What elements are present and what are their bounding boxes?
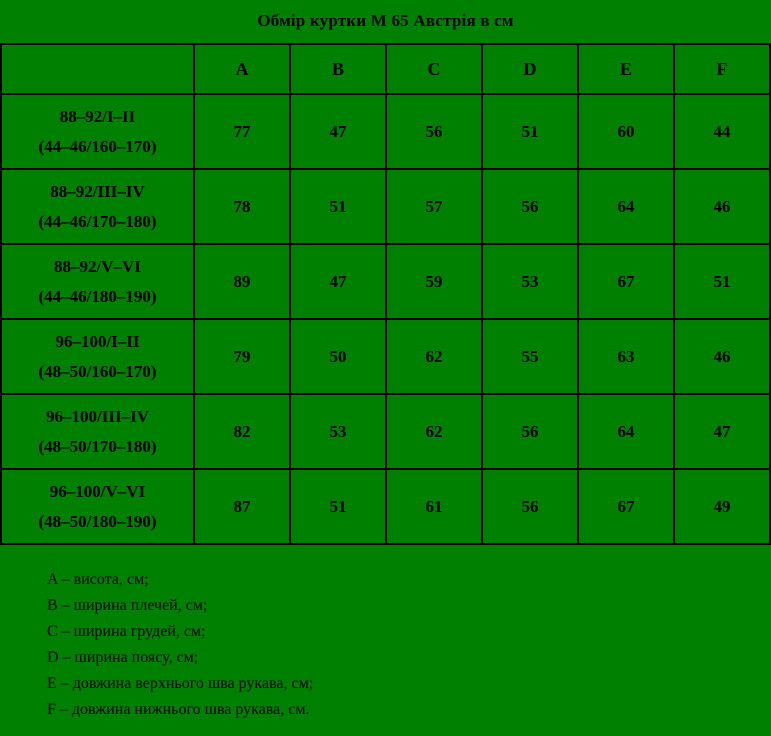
legend-item-e: E – довжина верхнього шва рукава, см; [47, 674, 314, 692]
row-size-label [1, 394, 194, 469]
table-row [1, 469, 770, 544]
row-size-label [1, 469, 194, 544]
cell-b: 51 [290, 169, 386, 244]
column-header-a: A [194, 44, 290, 94]
legend-item-a: A – висота, см; [47, 571, 149, 588]
column-header-size [1, 44, 194, 94]
cell-a: 87 [194, 469, 290, 544]
page-title: Обмір куртки М 65 Австрія в см [257, 11, 514, 30]
cell-a: 82 [194, 394, 290, 469]
size-line-secondary: (48–50/160–170) [38, 361, 157, 381]
legend-item-f: F – довжина нижнього шва рукава, см. [47, 700, 310, 718]
size-line-primary: 88–92/I–II [59, 106, 136, 126]
column-header-d: D [482, 44, 578, 94]
cell-d: 51 [482, 94, 578, 169]
cell-f: 49 [674, 469, 770, 544]
measurements-table [0, 43, 771, 545]
cell-f: 44 [674, 94, 770, 169]
cell-d: 56 [482, 469, 578, 544]
table-row [1, 169, 770, 244]
cell-b: 53 [290, 394, 386, 469]
cell-e: 60 [578, 94, 674, 169]
cell-f: 46 [674, 319, 770, 394]
cell-c: 57 [386, 169, 482, 244]
cell-f: 51 [674, 244, 770, 319]
cell-c: 59 [386, 244, 482, 319]
cell-e: 64 [578, 169, 674, 244]
cell-d: 56 [482, 169, 578, 244]
cell-d: 56 [482, 394, 578, 469]
cell-c: 62 [386, 394, 482, 469]
row-size-label [1, 94, 194, 169]
size-line-primary: 96–100/III–IV [46, 406, 149, 426]
size-line-secondary: (44–46/160–170) [38, 136, 157, 156]
legend-item-b: B – ширина плечей, см; [47, 596, 208, 614]
cell-b: 47 [290, 94, 386, 169]
cell-b: 50 [290, 319, 386, 394]
cell-e: 63 [578, 319, 674, 394]
cell-b: 51 [290, 469, 386, 544]
cell-a: 78 [194, 169, 290, 244]
size-line-secondary: (44–46/180–190) [38, 286, 157, 306]
cell-a: 79 [194, 319, 290, 394]
table-body [1, 94, 770, 544]
table-header-row [1, 44, 770, 94]
column-header-e: E [578, 44, 674, 94]
size-line-secondary: (48–50/180–190) [38, 511, 157, 531]
column-header-c: C [386, 44, 482, 94]
size-line-primary: 88–92/III–IV [50, 181, 145, 201]
table-row [1, 244, 770, 319]
table-header [1, 44, 770, 94]
cell-c: 61 [386, 469, 482, 544]
size-line-primary: 96–100/V–VI [49, 481, 146, 501]
cell-c: 62 [386, 319, 482, 394]
legend-item-d: D – ширина поясу, см; [47, 648, 199, 666]
size-line-secondary: (44–46/170–180) [38, 211, 157, 231]
cell-b: 47 [290, 244, 386, 319]
column-header-f: F [674, 44, 770, 94]
size-line-secondary: (48–50/170–180) [38, 436, 157, 456]
cell-a: 89 [194, 244, 290, 319]
cell-f: 46 [674, 169, 770, 244]
row-size-label [1, 169, 194, 244]
row-size-label [1, 319, 194, 394]
cell-e: 64 [578, 394, 674, 469]
size-line-primary: 88–92/V–VI [54, 256, 141, 276]
cell-e: 67 [578, 244, 674, 319]
legend [0, 567, 771, 722]
cell-f: 47 [674, 394, 770, 469]
cell-c: 56 [386, 94, 482, 169]
table-row [1, 319, 770, 394]
size-line-primary: 96–100/I–II [55, 331, 140, 351]
cell-a: 77 [194, 94, 290, 169]
table-row [1, 394, 770, 469]
column-header-b: B [290, 44, 386, 94]
cell-d: 55 [482, 319, 578, 394]
table-row [1, 94, 770, 169]
cell-d: 53 [482, 244, 578, 319]
row-size-label [1, 244, 194, 319]
legend-item-c: C – ширина грудей, см; [47, 622, 206, 640]
cell-e: 67 [578, 469, 674, 544]
